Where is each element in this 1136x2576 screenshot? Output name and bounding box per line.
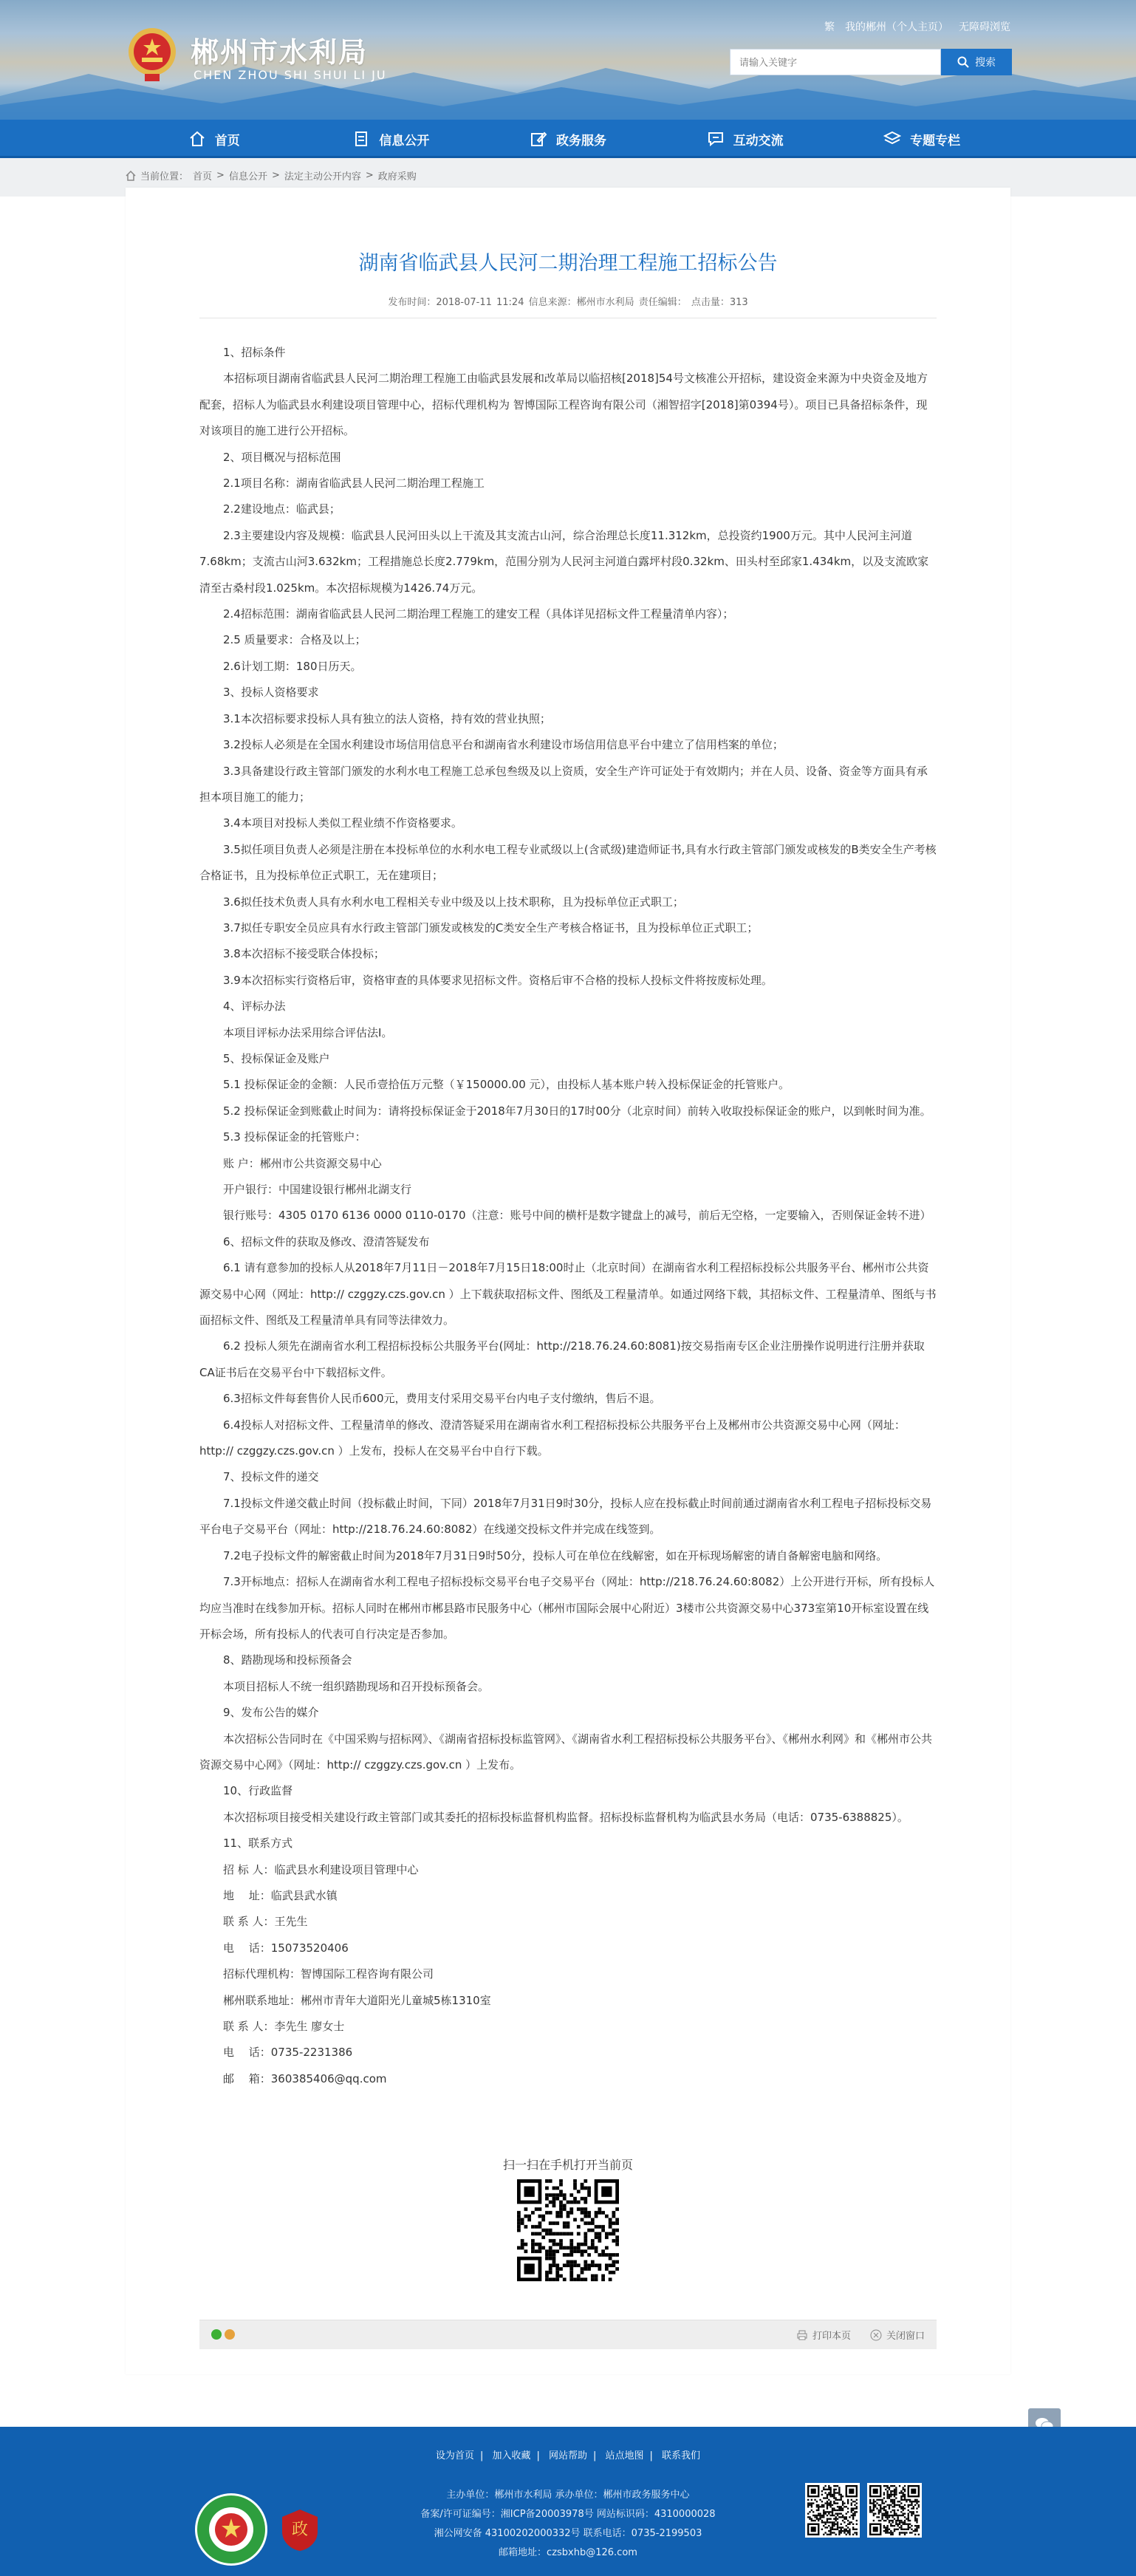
document-icon	[352, 130, 370, 148]
share-bar	[199, 2320, 937, 2349]
footer-link-sitemap[interactable]: 站点地图	[605, 2450, 644, 2461]
article-paragraph: 2.4招标范围：湖南省临武县人民河二期治理工程施工的建安工程（具体详见招标文件工程量清单内容）；	[223, 607, 734, 621]
footer-police-record: 湘公网安备 43100202000332号 联系电话：0735-2199503	[434, 2528, 702, 2539]
close-label: 关闭窗口	[886, 2331, 925, 2342]
article-paragraph: 6.1 请有意参加的投标人从2018年7月11日－2018年7月15日18:00时止（北京时间）在湖南省水利工程招标投标公共服务平台、郴州市公共资源交易中心网（网址：http:// czggzy.czs.gov.cn ）上下载获取招标文件、图纸及工程量清单。如通过网络下载，其招标文件、工程量清单、图纸与书面招标文件、图纸及工程量清单具有同等法律效力。	[199, 1261, 937, 1328]
article-paragraph: 银行账号：4305 0170 6136 0000 0110-0170（注意：账号中间的横杆是数字键盘上的减号，前后无空格，一定要输入，否则保证金转不进）	[223, 1209, 931, 1223]
footer-icp: 备案/许可证编号：湘ICP备20003978号 网站标识码：4310000028	[420, 2509, 716, 2520]
article-body	[199, 340, 937, 2092]
article-paragraph: 7、投标文件的递交	[223, 1470, 319, 1484]
chat-icon	[707, 130, 725, 148]
nav-home[interactable]	[126, 120, 303, 158]
nav-service-label: 政务服务	[555, 133, 606, 148]
close-window-button[interactable]	[870, 2328, 925, 2342]
article-paragraph: 3.5拟任项目负责人必须是注册在本投标单位的水利水电工程专业贰级以上(含贰级)建造师证书,具有水行政主管部门颁发或核发的B类安全生产考核合格证书，且为投标单位正式职工，无在建项目；	[199, 842, 937, 883]
article-paragraph: 账 户：郴州市公共资源交易中心	[223, 1156, 382, 1170]
footer-qr-code-1	[805, 2483, 860, 2538]
article-paragraph: 联 系 人：李先生 廖女士	[223, 2020, 345, 2033]
nav-info-label: 信息公开	[379, 133, 430, 148]
article-paragraph: 本项目招标人不统一组织踏勘现场和召开投标预备会。	[223, 1679, 490, 1693]
article-paragraph: 郴州联系地址：郴州市青年大道阳光儿童城5栋1310室	[223, 1993, 491, 2007]
footer-links: 设为首页 | 加入收藏 | 网站帮助 | 站点地图 | 联系我们	[435, 2450, 701, 2461]
breadcrumb-label: 当前位置：	[140, 171, 189, 182]
footer-email: 邮箱地址：czsbxhb@126.com	[499, 2547, 637, 2558]
article-paragraph: 7.1投标文件递交截止时间（投标截止时间，下同）2018年7月31日9时30分，投标人应在投标截止时间前通过湖南省水利工程电子招标投标交易平台电子交易平台（网址：http://218.76.24.60:8082）在线递交投标文件并完成在线签到。	[199, 1496, 932, 1537]
article-paragraph: 3.3具备建设行政主管部门颁发的水利水电工程施工总承包叁级及以上资质，安全生产许可证处于有效期内；并在人员、设备、资金等方面具有承担本项目施工的能力；	[199, 764, 928, 804]
article-paragraph: 联 系 人：王先生	[223, 1915, 308, 1929]
article-paragraph: 3、投标人资格要求	[223, 686, 319, 700]
article-paragraph: 2.1项目名称：湖南省临武县人民河二期治理工程施工	[223, 476, 485, 491]
article-paragraph: 3.9本次招标实行资格后审，资格审查的具体要求见招标文件。资格后审不合格的投标人投标文件将按废标处理。	[223, 973, 773, 987]
article-paragraph: 8、踏勘现场和投标预备会	[223, 1653, 352, 1667]
article-paragraph: 2.2建设地点：临武县；	[223, 502, 341, 516]
article-paragraph: 6.4投标人对招标文件、工程量清单的修改、澄清答疑采用在湖南省水利工程招标投标公共服务平台上及郴州市公共资源交易中心网（网址：http:// czggzy.czs.gov.cn ）上发布，投标人在交易平台中自行下载。	[199, 1418, 906, 1458]
site-footer	[0, 2427, 1136, 2576]
article-paragraph: 5.2 投标保证金到账截止时间为：请将投标保证金于2018年7月30日的17时00分（北京时间）前转入收取投标保证金的账户，以到帐时间为准。	[223, 1104, 931, 1118]
search-button-label: 搜索	[975, 57, 996, 69]
nav-interact-label: 互动交流	[733, 133, 784, 148]
article-paragraph: 5.1 投标保证金的金额：人民币壹拾伍万元整（￥150000.00 元），由投标人基本账户转入投标保证金的托管账户。	[223, 1078, 790, 1092]
qr-code-icon	[869, 2485, 920, 2535]
home-small-icon	[126, 171, 136, 181]
article-paragraph: 3.7拟任专职安全员应具有水行政主管部门颁发或核发的C类安全生产考核合格证书，且为投标单位正式职工；	[223, 920, 759, 935]
my-chenzhou-link[interactable]: 我的郴州（个人主页）	[845, 21, 948, 33]
search-button[interactable]	[941, 49, 1012, 75]
article-paragraph: 10、行政监督	[223, 1784, 293, 1798]
site-subtitle: CHEN ZHOU SHI SHUI LI JU	[194, 68, 387, 82]
article-paragraph: 电 话：15073520406	[223, 1941, 349, 1955]
printer-icon	[796, 2329, 808, 2341]
weibo-share-icon[interactable]	[225, 2329, 235, 2340]
search-input[interactable]	[730, 49, 941, 75]
article-paragraph: 本项目评标办法采用综合评估法Ⅰ。	[223, 1025, 393, 1039]
close-icon	[870, 2329, 882, 2341]
article-paragraph: 1、招标条件	[223, 346, 286, 359]
main-nav	[0, 120, 1136, 158]
search-icon	[957, 56, 969, 68]
article-paragraph: 2.3主要建设内容及规模：临武县人民河田头以上干流及其支流古山河，综合治理总长度11.312km，总投资约1900万元。其中人民河主河道7.68km；支流古山河3.632km；工程措施总长度2.779km，范围分别为人民河主河道白露坪村段0.32km、田头村至邱家1.434km，以及支流欧家清至古桑村段1.025km。本次招标规模为1426.74万元。	[199, 528, 929, 595]
footer-link-contact[interactable]: 联系我们	[662, 2450, 701, 2461]
nav-special-label: 专题专栏	[910, 133, 961, 148]
article-paragraph: 3.4本项目对投标人类似工程业绩不作资格要求。	[223, 816, 462, 830]
traditional-chinese-link[interactable]: 繁	[824, 21, 835, 33]
breadcrumb: 当前位置： 首页 > 信息公开 > 法定主动公开内容 > 政府采购	[126, 168, 417, 182]
article-paragraph: 本次招标项目接受相关建设行政主管部门或其委托的招标投标监督机构监督。招标投标监督机构为临武县水务局（电话：0735-6388825）。	[223, 1810, 909, 1824]
article-paragraph: 6、招标文件的获取及修改、澄清答疑发布	[223, 1234, 430, 1248]
top-links	[824, 19, 1010, 34]
site-title: 郴州市水利局	[191, 36, 369, 69]
article-paragraph: 开户银行：中国建设银行郴州北湖支行	[223, 1183, 412, 1196]
accessibility-link[interactable]: 无障碍浏览	[959, 21, 1010, 33]
footer-info	[0, 2486, 1136, 2563]
share-icons	[211, 2329, 235, 2340]
article-paragraph: 5、投标保证金及账户	[223, 1051, 330, 1065]
article-paragraph: 4、评标办法	[223, 1000, 286, 1014]
qr-code-icon	[807, 2485, 858, 2535]
breadcrumb-legal[interactable]: 法定主动公开内容	[284, 171, 361, 182]
article-paragraph: 2.5 质量要求：合格及以上；	[223, 633, 366, 647]
site-header	[0, 0, 1136, 120]
footer-link-bookmark[interactable]: 加入收藏	[492, 2450, 531, 2461]
breadcrumb-procurement[interactable]: 政府采购	[377, 171, 417, 182]
national-emblem-icon	[127, 25, 177, 83]
nav-interact[interactable]	[657, 120, 834, 158]
footer-qr-code-2	[867, 2483, 922, 2538]
article-paragraph: 2.6计划工期：180日历天。	[223, 659, 362, 673]
article-paragraph: 6.3招标文件每套售价人民币600元，费用支付采用交易平台内电子支付缴纳，售后不退。	[223, 1392, 661, 1406]
article-paragraph: 邮 箱：360385406@qq.com	[223, 2071, 387, 2085]
article-paragraph: 招标代理机构：智博国际工程咨询有限公司	[223, 1967, 434, 1981]
nav-special[interactable]	[833, 120, 1010, 158]
layers-icon	[883, 130, 901, 148]
article-paragraph: 3.6拟任技术负责人具有水利水电工程相关专业中级及以上技术职称，且为投标单位正式职工；	[223, 895, 684, 909]
breadcrumb-home[interactable]: 首页	[193, 171, 213, 182]
svg-text:政: 政	[291, 2521, 309, 2539]
article-paragraph: 本招标项目湖南省临武县人民河二期治理工程施工由临武县发展和改革局以临招核[2018]54号文核准公开招标，建设资金来源为中央资金及地方配套，招标人为临武县水利建设项目管理中心，招标代理机构为 智博国际工程咨询有限公司（湘智招字[2018]第0394号）。项目已具备招标条件，现对该项目的施工进行公开招标。	[199, 372, 928, 438]
qr-caption: 扫一扫在手机打开当前页	[502, 2158, 633, 2172]
article-paragraph: 7.2电子投标文件的解密截止时间为2018年7月31日9时50分，投标人可在单位在线解密，如在开标现场解密的请自备解密电脑和网络。	[223, 1548, 888, 1562]
article-meta: 发布时间：2018-07-11 11:24 信息来源：郴州市水利局 责任编辑： 点击量：313	[388, 297, 748, 308]
home-icon	[188, 130, 206, 148]
page-qr-code	[517, 2179, 619, 2281]
article-paragraph: 招 标 人：临武县水利建设项目管理中心	[223, 1862, 419, 1876]
article-paragraph: 地 址：临武县武水镇	[223, 1888, 338, 1902]
article-paragraph: 7.3开标地点：招标人在湖南省水利工程电子招标投标交易平台电子交易平台（网址：http://218.76.24.60:8082）上公开进行开标，所有投标人均应当准时在线参加开标。招标人同时在郴州市郴县路市民服务中心（郴州市国际会展中心附近）3楼市公共资源交易中心373室第10开标室设置在线开标会场，所有投标人的代表可自行决定是否参加。	[199, 1575, 935, 1641]
footer-link-home[interactable]: 设为首页	[435, 2450, 474, 2461]
article-paragraph: 3.1本次招标要求投标人具有独立的法人资格，持有效的营业执照；	[223, 711, 551, 725]
edit-icon	[530, 130, 547, 148]
article-paragraph: 5.3 投标保证金的托管账户：	[223, 1130, 366, 1144]
article-paragraph: 3.8本次招标不接受联合体投标；	[223, 947, 385, 961]
article-paragraph: 电 话：0735-2231386	[223, 2046, 353, 2060]
nav-service[interactable]	[479, 120, 657, 158]
article-paragraph: 2、项目概况与招标范围	[223, 450, 341, 464]
breadcrumb-info[interactable]: 信息公开	[228, 171, 267, 182]
article-title: 湖南省临武县人民河二期治理工程施工招标公告	[358, 252, 778, 275]
article-paragraph: 9、发布公告的媒介	[223, 1706, 319, 1720]
nav-info[interactable]	[303, 120, 480, 158]
nav-home-label: 首页	[214, 133, 240, 148]
print-button[interactable]	[796, 2328, 851, 2342]
print-label: 打印本页	[812, 2331, 851, 2342]
article-paragraph: 6.2 投标人须先在湖南省水利工程招标投标公共服务平台(网址：http://218.76.24.60:8081)按交易指南专区企业注册操作说明进行注册并获取CA证书后在交易平台中下载招标文件。	[199, 1339, 925, 1379]
article-paragraph: 本次招标公告同时在《中国采购与招标网》、《湖南省招标投标监管网》、《湖南省水利工程招标投标公共服务平台》、《郴州水利网》和《郴州市公共资源交易中心网》（网址：http:// czggzy.czs.gov.cn ）上发布。	[199, 1732, 933, 1772]
footer-sponsor: 主办单位：郴州市水利局 承办单位：郴州市政务服务中心	[446, 2490, 690, 2501]
article-paragraph: 3.2投标人必须是在全国水利建设市场信用信息平台和湖南省水利建设市场信用信息平台中建立了信用档案的单位；	[223, 738, 784, 752]
footer-link-help[interactable]: 网站帮助	[548, 2450, 587, 2461]
wechat-share-icon[interactable]	[211, 2329, 222, 2340]
article-paragraph: 11、联系方式	[223, 1837, 293, 1851]
